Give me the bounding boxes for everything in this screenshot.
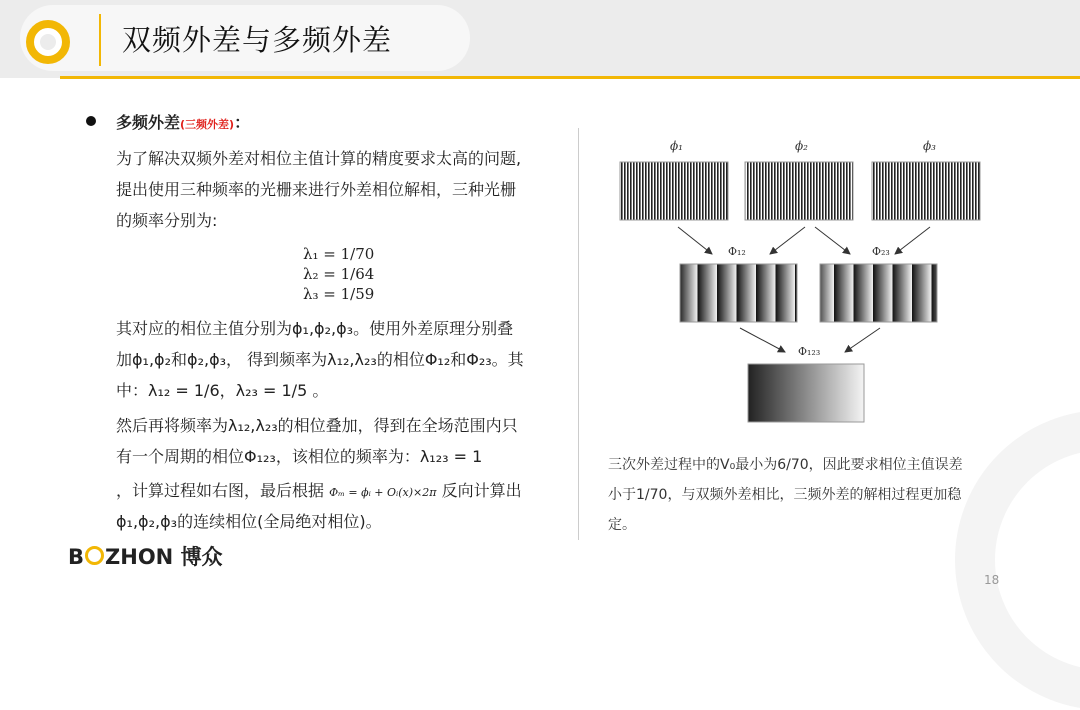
page-number: 18 <box>984 573 1000 587</box>
arrow-icon <box>770 227 805 254</box>
section-colon: ： <box>234 113 251 132</box>
phi2-label: ϕ₂ <box>795 139 808 153</box>
body-line-7: ϕ₁,ϕ₂,ϕ₃的连续相位(全局绝对相位)。 <box>116 512 382 531</box>
arrow-icon <box>895 227 930 254</box>
logo-letters-zhon: ZHON <box>105 545 174 569</box>
heterodyne-diagram <box>600 130 1040 440</box>
intro-line-1: 为了解决双频外差对相位主值计算的精度要求太高的问题, <box>116 149 522 168</box>
body-line-6-b: 反向计算出 <box>441 481 522 500</box>
fringe-pattern-phi2 <box>745 162 853 220</box>
wrapped-phase-Phi23 <box>820 264 937 322</box>
body-line-4: 然后再将频率为λ₁₂,λ₂₃的相位叠加，得到在全场范围内只 <box>116 416 518 435</box>
intro-line-3: 的频率分别为: <box>116 211 218 230</box>
logo-chinese: 博众 <box>180 545 223 569</box>
phase-formula: Φₘ = ϕᵢ + Oᵢ(x)×2π <box>329 486 437 499</box>
caption-line-3: 定。 <box>608 517 636 533</box>
caption-line-2: 小于1/70，与双频外差相比，三频外差的解相过程更加稳 <box>608 487 962 503</box>
equation-lambda2: λ₂ = 1/64 <box>303 265 375 283</box>
logo-ring-icon <box>26 20 70 64</box>
diagram-caption <box>608 450 1028 540</box>
bullet-icon <box>86 116 96 126</box>
arrow-icon <box>815 227 850 254</box>
arrow-icon <box>678 227 712 254</box>
body-line-6-a: ，计算过程如右图，最后根据 <box>116 481 325 500</box>
logo-o-ring-icon <box>85 546 104 565</box>
fringe-pattern-phi3 <box>872 162 980 220</box>
section-subtitle: (三频外差) <box>180 118 235 131</box>
logo-letter-b: B <box>68 545 85 569</box>
Phi123-label: Φ₁₂₃ <box>798 345 821 358</box>
Phi12-label: Φ₁₂ <box>728 245 746 258</box>
phi3-label: ϕ₃ <box>923 139 936 153</box>
arrow-icon <box>845 328 880 352</box>
absolute-phase-Phi123 <box>748 364 864 422</box>
bozhon-logo <box>68 541 223 571</box>
Phi23-label: Φ₂₃ <box>872 245 890 258</box>
arrow-icon <box>740 328 785 352</box>
phi1-label: ϕ₁ <box>670 139 683 153</box>
body-line-6 <box>116 475 522 508</box>
body-line-2: 加ϕ₁,ϕ₂和ϕ₂,ϕ₃， 得到频率为λ₁₂,λ₂₃的相位Φ₁₂和Φ₂₃。其 <box>116 350 524 369</box>
intro-line-2: 提出使用三种频率的光栅来进行外差相位解相，三种光栅 <box>116 180 517 199</box>
header-underline <box>60 76 1080 79</box>
caption-line-1: 三次外差过程中的V₀最小为6/70，因此要求相位主值误差 <box>608 457 963 473</box>
slide-title: 双频外差与多频外差 <box>122 23 393 57</box>
fringe-pattern-phi1 <box>620 162 728 220</box>
equation-lambda1: λ₁ = 1/70 <box>303 245 375 263</box>
section-title <box>116 110 250 133</box>
wrapped-phase-Phi12 <box>680 264 797 322</box>
title-divider <box>99 14 101 66</box>
body-line-1: 其对应的相位主值分别为ϕ₁,ϕ₂,ϕ₃。使用外差原理分别叠 <box>116 319 514 338</box>
body-line-3: 中：λ₁₂ = 1/6，λ₂₃ = 1/5 。 <box>116 381 329 400</box>
equation-lambda3: λ₃ = 1/59 <box>303 285 375 303</box>
section-title-text: 多频外差 <box>116 113 181 132</box>
column-divider <box>578 128 579 540</box>
body-line-5: 有一个周期的相位Φ₁₂₃，该相位的频率为：λ₁₂₃ = 1 <box>116 447 483 466</box>
